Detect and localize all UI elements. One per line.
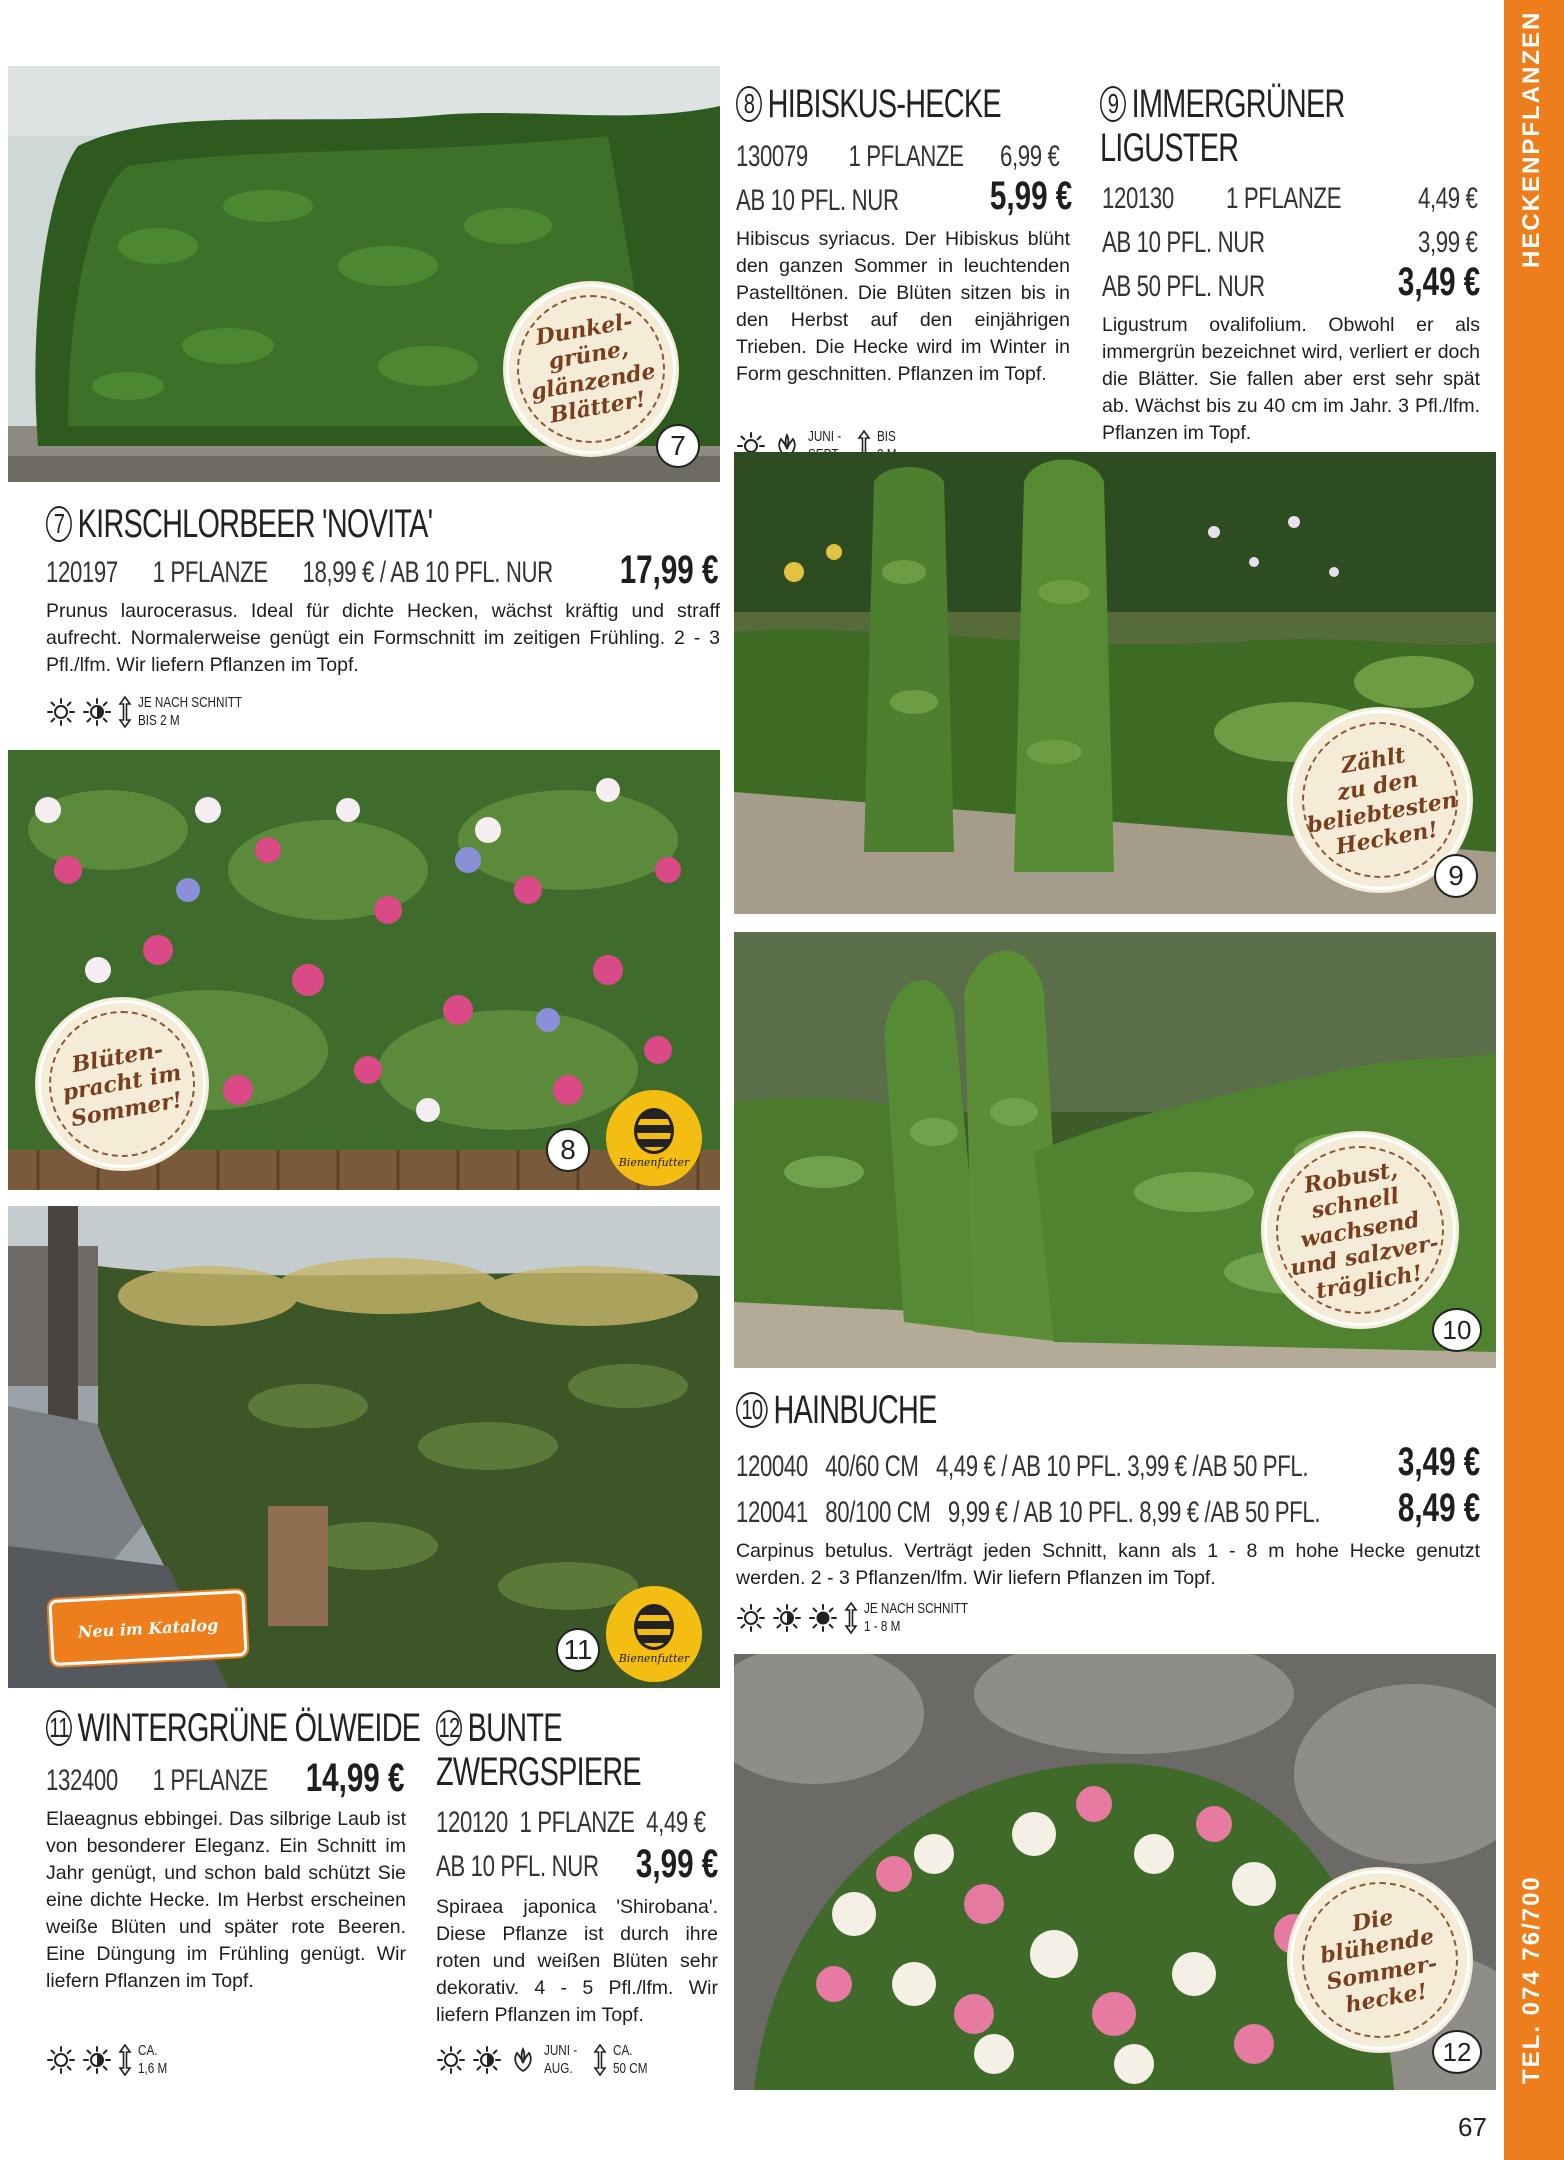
bee-icon [634, 1604, 674, 1650]
half-shade-icon [82, 697, 112, 727]
product-10-row2-detail: 9,99 € / AB 10 PFL. 8,99 € /AB 50 PFL. [947, 1496, 1321, 1529]
product-10-height-line2: 1 - 8 M [864, 1618, 901, 1635]
height-arrow-icon [118, 2043, 132, 2077]
product-7-qty: 1 PFLANZE [152, 556, 268, 589]
product-10-row2-size: 80/100 CM [825, 1496, 931, 1529]
product-12-description: Spiraea japonica 'Shirobana'. Diese Pflanze ist durch ihre roten und weißen Blüten sehr dekorativ. 4 - 5 Pfl./lfm. Wir liefern Pflanzen im Topf. [436, 1896, 718, 2026]
product-11-height-line1: CA. [138, 2042, 158, 2059]
product-9-title-line2: LIGUSTER [1100, 126, 1239, 170]
product-10-row1 [736, 1450, 1308, 1484]
product-8-label2: AB 10 PFL. NUR [736, 184, 899, 217]
product-9-label3: AB 50 PFL. NUR [1102, 270, 1265, 303]
product-9-price1: 4,49 € [1418, 182, 1478, 215]
product-12-price: 3,99 € [635, 1842, 718, 1886]
product-12-title-line1: BUNTE [467, 1706, 562, 1750]
product-7-price-line [46, 556, 553, 590]
product-9-label2: AB 10 PFL. NUR [1102, 226, 1265, 259]
product-10-photo-number: 10 [1432, 1308, 1482, 1352]
height-arrow-icon [844, 1601, 858, 1635]
product-9-title-line1: IMMERGRÜNER [1131, 82, 1345, 126]
product-10-row1-article: 120040 [736, 1450, 808, 1483]
product-12-article: 120120 [436, 1806, 508, 1839]
product-7-height-line1: JE NACH SCHNITT [138, 694, 243, 711]
product-10-title-text: HAINBUCHE [773, 1388, 937, 1432]
product-9-description: Ligustrum ovalifolium. Obwohl er als immergrün bezeichnet wird, verliert er doch die Blätter. Sie fallen aber erst sehr spät ab. Wächst bis zu 40 cm im Jahr. 3 Pfl./lfm. Pflanzen im Topf. [1102, 314, 1480, 444]
product-7-article: 120197 [46, 556, 118, 589]
product-11-title-text: WINTERGRÜNE ÖLWEIDE [77, 1706, 421, 1750]
bee-icon [634, 1108, 674, 1154]
product-8-price: 5,99 € [989, 174, 1072, 218]
product-12-qty: 1 PFLANZE [519, 1806, 635, 1839]
product-12-height-line1: CA. [612, 2042, 633, 2059]
product-12-price1: 4,49 € [646, 1806, 706, 1839]
product-8-bee-label: Bienenfutter [618, 1155, 690, 1169]
product-8-title-text: HIBISKUS-HECKE [767, 82, 1001, 126]
product-11-icons [46, 2042, 176, 2078]
product-10-description: Carpinus betulus. Verträgt jeden Schnitt, kann als 1 - 8 m hohe Hecke genutzt werden. 2 - 3 Pflanzen/lfm. Wir liefern Pflanzen im Topf. [736, 1540, 1480, 1589]
product-10-icons [736, 1600, 997, 1636]
product-7-height-line2: BIS 2 M [138, 712, 180, 729]
product-12-bloom-line1: JUNI - [544, 2042, 578, 2059]
half-shade-icon [82, 2045, 112, 2075]
sun-icon [736, 1603, 766, 1633]
product-12-title-line2: ZWERGSPIERE [436, 1750, 641, 1794]
sun-icon [436, 2045, 466, 2075]
product-11-title [46, 1706, 420, 1750]
product-7-title-text: KIRSCHLORBEER 'NOVITA' [77, 502, 433, 546]
product-9-price2: 3,99 € [1418, 226, 1478, 259]
category-sidebar [1504, 0, 1564, 2160]
product-7-number-badge: 7 [46, 506, 72, 542]
product-12-bloom-line2: AUG. [544, 2060, 573, 2077]
product-9-price-line1 [1102, 182, 1341, 216]
product-12-number-badge: 12 [436, 1710, 462, 1746]
product-9-price: 3,49 € [1397, 260, 1480, 304]
product-11-bee-label: Bienenfutter [618, 1651, 690, 1665]
product-8-title [736, 82, 1001, 126]
product-11-description: Elaeagnus ebbingei. Das silbrige Laub ist von besonderer Eleganz. Ein Schnitt im Jahr genügt, und schon bald schützt Sie eine dichte Hecke. Im Herbst erscheinen weiße Blüten und später rote Beeren. Eine Düngung im Frühling genügt. Wir liefern Pflanzen im Topf. [46, 1808, 406, 1992]
category-label: HECKENPFLANZEN [1518, 10, 1545, 268]
product-10-row2 [736, 1496, 1320, 1530]
product-10-row2-article: 120041 [736, 1496, 808, 1529]
product-12-price-line1 [436, 1806, 706, 1840]
product-7-price: 17,99 € [619, 548, 718, 592]
product-12-stamp: Die blühende Sommer- hecke! [1290, 1870, 1470, 2050]
product-8-bee-badge [606, 1090, 702, 1186]
product-12-photo-number: 12 [1432, 2030, 1482, 2074]
product-10-row2-price: 8,49 € [1397, 1486, 1480, 1530]
product-8-height-line1: BIS [876, 428, 896, 445]
product-11-price-line [46, 1764, 268, 1798]
product-9-number-badge: 9 [1100, 86, 1126, 122]
half-shade-icon [472, 2045, 502, 2075]
product-7-stamp: Dunkel- grüne, glänzende Blätter! [506, 284, 676, 454]
product-10-row1-detail: 4,49 € / AB 10 PFL. 3,99 € /AB 50 PFL. [935, 1450, 1309, 1483]
flower-calendar-icon [508, 2045, 538, 2075]
product-11-photo-number: 11 [556, 1628, 600, 1672]
product-9-qty: 1 PFLANZE [1226, 182, 1342, 215]
product-7-photo-number: 7 [656, 424, 700, 468]
product-7-description: Prunus laurocerasus. Ideal für dichte Hecken, wächst kräftig und straff aufrecht. Normalerweise genügt ein Formschnitt im zeitigen Frühling. 2 - 3 Pfl./lfm. Wir liefern Pflanzen im Topf. [46, 600, 720, 676]
product-12-title [436, 1706, 641, 1794]
sun-icon [46, 697, 76, 727]
height-arrow-icon [118, 695, 132, 729]
shade-icon [808, 1603, 838, 1633]
product-12-label2: AB 10 PFL. NUR [436, 1850, 599, 1883]
new-in-catalog-badge: Neu im Katalog [48, 1590, 247, 1666]
product-11-height-line2: 1,6 M [138, 2060, 168, 2077]
product-8-photo-number: 8 [546, 1128, 590, 1172]
product-8-description: Hibiscus syriacus. Der Hibiskus blüht den ganzen Sommer in leuchtenden Pastelltönen. Die Blüten sitzen bis in den Herbst auf den einjährigen Trieben. Die Hecke wird im Winter in Form geschnitten. Pflanzen im Topf. [736, 228, 1070, 385]
product-8-price-line1 [736, 140, 964, 174]
product-9-stamp: Zählt zu den beliebtesten Hecken! [1290, 710, 1470, 890]
phone-number: TEL. 074 76/700 [1518, 1875, 1545, 2084]
product-8-number-badge: 8 [736, 86, 762, 122]
product-10-stamp: Robust, schnell wachsend und salzver- träglich! [1264, 1134, 1456, 1326]
product-7-title [46, 502, 432, 546]
product-8-price1: 6,99 € [1000, 140, 1060, 173]
product-10-number-badge: 10 [736, 1392, 768, 1428]
product-11-price: 14,99 € [305, 1756, 404, 1800]
product-11-qty: 1 PFLANZE [152, 1764, 268, 1797]
product-11-bee-badge [606, 1586, 702, 1682]
product-11-article: 132400 [46, 1764, 118, 1797]
product-10-title [736, 1388, 937, 1432]
sun-icon [46, 2045, 76, 2075]
product-8-stamp: Blüten- pracht im Sommer! [38, 1000, 206, 1168]
product-10-row1-size: 40/60 CM [825, 1450, 919, 1483]
product-8-bloom-line1: JUNI - [808, 428, 842, 445]
product-12-height-line2: 50 CM [612, 2060, 647, 2077]
product-9-title [1100, 82, 1345, 170]
half-shade-icon [772, 1603, 802, 1633]
product-8-article: 130079 [736, 140, 808, 173]
height-arrow-icon [593, 2043, 607, 2077]
product-9-photo-number: 9 [1434, 854, 1478, 898]
page-number: 67 [1458, 2112, 1487, 2142]
product-10-height-line1: JE NACH SCHNITT [864, 1600, 969, 1617]
product-12-icons [436, 2042, 657, 2078]
product-10-row1-price: 3,49 € [1397, 1440, 1480, 1484]
product-11-number-badge: 11 [46, 1710, 72, 1746]
product-7-icons [46, 694, 258, 730]
product-7-price-detail: 18,99 € / AB 10 PFL. NUR [302, 556, 553, 589]
product-9-article: 120130 [1102, 182, 1174, 215]
product-8-qty: 1 PFLANZE [848, 140, 964, 173]
